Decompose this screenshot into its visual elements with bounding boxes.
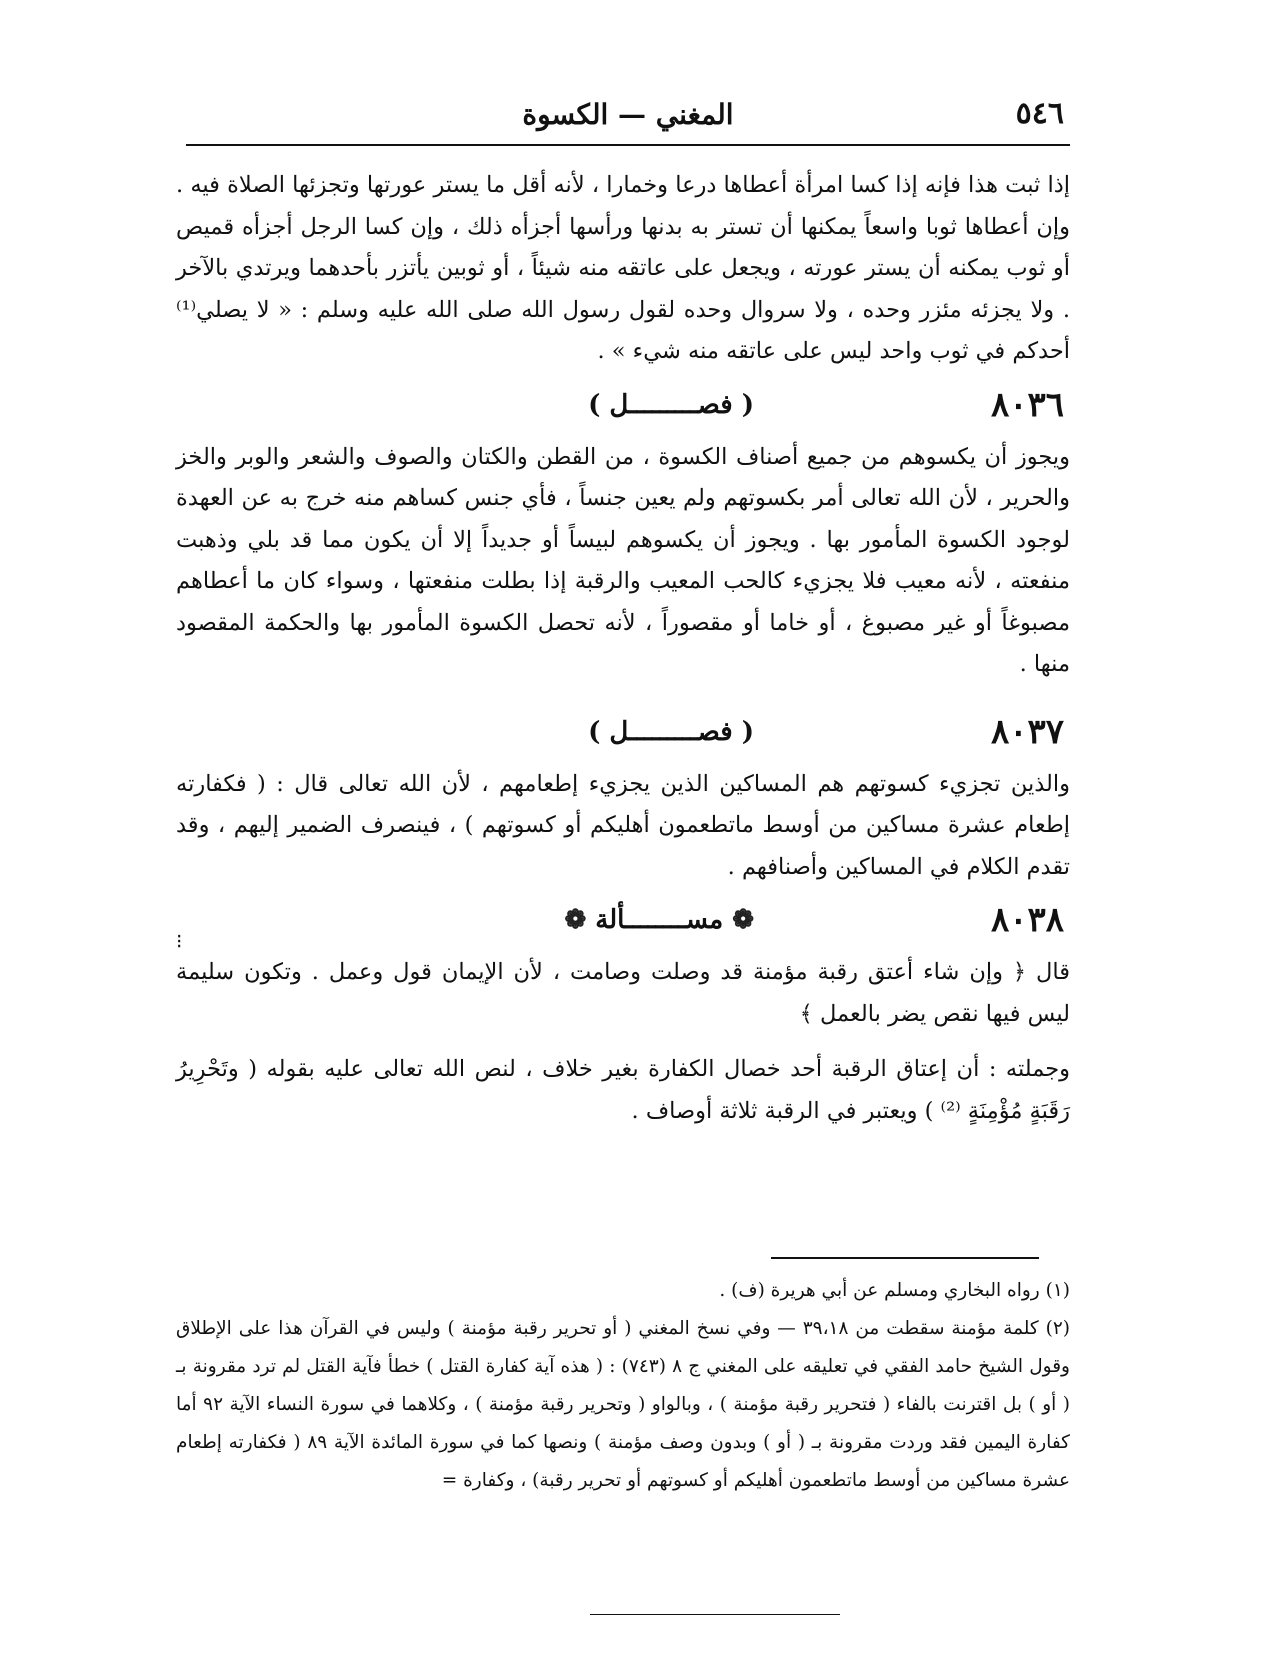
page-header <box>186 92 1070 140</box>
section-heading-8036 <box>176 373 1070 437</box>
section-heading-8037 <box>176 700 1070 764</box>
header-rule <box>186 144 1070 146</box>
footnote-1: (١) رواه البخاري ومسلم عن أبي هريرة (ف) . <box>719 1280 1070 1301</box>
section-heading-8038 <box>176 888 1070 952</box>
section-number: ٨٠٣٧ <box>990 711 1064 752</box>
bottom-rule <box>590 1614 840 1615</box>
ornament-left-icon: ❁ <box>564 905 587 935</box>
margin-mark: ⁝ <box>176 929 183 953</box>
paragraph-clothing-requirements: إذا ثبت هذا فإنه إذا كسا امرأة أعطاها درعا وخمارا ، لأنه أقل ما يستر عورتها وتجزئها الصلاة فيه . وإن أعطاها ثوبا واسعاً يمكنها أن تستر به بدنها ورأسها أجزأه ذلك ، وإن كسا الرجل أجزأه قميص أو ثوب يمكنه أن يستر عورته ، ويجعل على عاتقه منه شيئاً ، أو ثوبين يأتزر بأحدهما ويرتدي بالآخر . ولا يجزئه مئزر وحده ، ولا سروال وحده لقول رسول الله صلى الله عليه وسلم : « لا يصلي⁽¹⁾ أحدكم في ثوب واحد ليس على عاتقه منه شيء » . <box>176 172 1070 364</box>
section-label: ( فصـــــــــل ) <box>588 716 754 747</box>
section-label-text: مســــــــألة <box>595 905 724 935</box>
running-title: المغني — الكسوة <box>522 98 734 131</box>
section-label <box>564 905 754 935</box>
paragraph-eligible-recipients: والذين تجزيء كسوتهم هم المساكين الذين يجزيء إطعامهم ، لأن الله تعالى قال : ( فكفارته إطعام عشرة مساكين من أوسط ماتطعمون أهليكم أو كسوتهم ) ، فينصرف الضمير إليهم ، وقد تقدم الكلام في المساكين وأصنافهم . <box>176 770 1070 880</box>
paragraph-quoted-matn: قال ﴿ وإن شاء أعتق رقبة مؤمنة قد وصلت وصامت ، لأن الإيمان قول وعمل . وتكون سليمة ليس فيها نقص يضر بالعمل ﴾ <box>176 959 1070 1027</box>
page-number: ٥٤٦ <box>1015 96 1064 131</box>
ornament-right-icon: ❁ <box>732 905 754 935</box>
paragraph-freeing-slave: وجملته : أن إعتاق الرقبة أحد خصال الكفارة بغير خلاف ، لنص الله تعالى عليه بقوله ( وتَحْرِيرُ رَقَبَةٍ مُؤْمِنَةٍ ⁽²⁾ ) ويعتبر في الرقبة ثلاثة أوصاف . <box>176 1056 1070 1124</box>
footnotes <box>176 1272 1070 1500</box>
main-text <box>176 165 1070 1132</box>
paragraph-clothing-types: ويجوز أن يكسوهم من جميع أصناف الكسوة ، من القطن والكتان والصوف والشعر والوبر والخز والحرير ، لأن الله تعالى أمر بكسوتهم ولم يعين جنساً ، فأي جنس كساهم منه خرج به عن العهدة لوجود الكسوة المأمور بها . ويجوز أن يكسوهم لبيساً أو جديداً إلا أن يكون مما قد بلي وذهبت منفعته ، لأنه معيب فلا يجزيء كالحب المعيب والرقبة إذا بطلت منفعتها ، وسواء كان ما أعطاهم مصبوغاً أو غير مصبوغ ، أو خاما أو مقصوراً ، لأنه تحصل الكسوة المأمور بها والحكمة المقصود منها . <box>176 443 1070 677</box>
section-number: ٨٠٣٦ <box>990 384 1064 425</box>
footnote-rule <box>771 1257 1039 1259</box>
footnote-2: (٢) كلمة مؤمنة سقطت من ٣٩،١٨ — وفي نسخ المغني ( أو تحرير رقبة مؤمنة ) وليس في القرآن هذا على الإطلاق وقول الشيخ حامد الفقي في تعليقه على المغني ج ٨ (٧٤٣) : ( هذه آية كفارة القتل ) خطأ فآية القتل لم ترد مقرونة بـ ( أو ) بل اقترنت بالفاء ( فتحرير رقبة مؤمنة ) ، وبالواو ( وتحرير رقبة مؤمنة ) ، وكلاهما في سورة النساء الآية ٩٢ أما كفارة اليمين فقد وردت مقرونة بـ ( أو ) وبدون وصف مؤمنة ) ونصها كما في سورة المائدة الآية ٨٩ ( فكفارته إطعام عشرة مساكين من أوسط ماتطعمون أهليكم أو كسوتهم أو تحرير رقبة) ، وكفارة = <box>176 1318 1070 1491</box>
section-label: ( فصـــــــــل ) <box>588 389 754 420</box>
section-number: ٨٠٣٨ <box>990 900 1064 940</box>
